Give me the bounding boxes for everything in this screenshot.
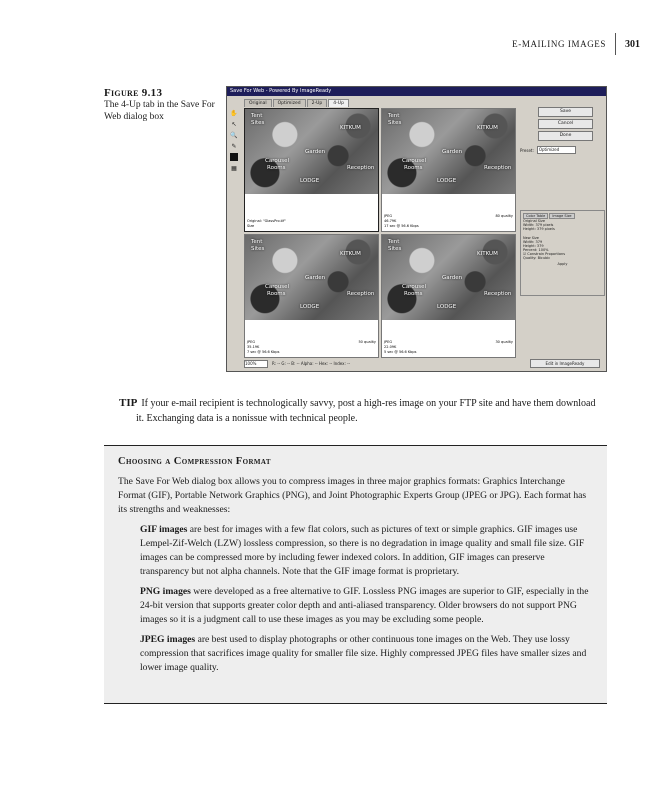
preview-pane-original[interactable] [244, 108, 379, 232]
pane-info [384, 340, 513, 355]
quality-select[interactable]: Bicubic [537, 256, 551, 260]
map-label: Tent [388, 113, 400, 119]
preview-grid [244, 108, 516, 358]
map-image [382, 109, 515, 194]
sidebar-box [104, 445, 607, 704]
constrain-label: Constrain Proportions [527, 252, 566, 256]
map-image [245, 109, 378, 194]
pane-info [384, 214, 513, 229]
sidebar-intro: The Save For Web dialog box allows you to compress images in three major graphics formats: Graphics Interchange Format (GIF), Portable Network Graphics (PNG), and Joint Photographic Experts Group (JPEG or JPG). Each format has its strengths and weaknesses: [118, 476, 587, 515]
item-text: are best used to display photographs or other continuous tone images on the Web. They use lossy compression that sacrifices image quality for smaller file size. Highly compressed JPEG files have smaller sizes and lower image quality. [140, 634, 587, 673]
edit-in-imageready-button[interactable]: Edit in ImageReady [530, 359, 600, 368]
page-number: 301 [625, 38, 640, 50]
map-label: Carousel [402, 284, 426, 290]
sidebar-title: Choosing a Compression Format [118, 456, 271, 467]
item-text: are best for images with a few flat colors, such as pictures of text or simple graphics. GIF images use Lempel-Zif-Welch (LZW) lossless compression, so there is no degradation in image quality and small file size. GIF images can be compressed more by including fewer indexed colors. In addition, GIF images can preserve transparency but not alpha channels. Note that the GIF image format is proprietary. [140, 524, 585, 577]
map-label: Carousel [265, 158, 289, 164]
quality-label: Quality: [523, 256, 537, 260]
cancel-button[interactable]: Cancel [538, 119, 593, 129]
item-term: GIF images [140, 524, 188, 535]
map-label: LODGE [300, 178, 320, 184]
map-label: Sites [251, 246, 265, 252]
pane-rate: 7 sec @ 56.6 Kbps [247, 350, 280, 354]
map-label: KITKUM [340, 125, 361, 131]
tab-image-size[interactable]: Image Size [549, 213, 574, 219]
percent-label: Percent: [523, 248, 538, 252]
eyedropper-icon[interactable]: ✎ [231, 142, 237, 150]
map-label: LODGE [300, 304, 320, 310]
height-input[interactable]: 379 [536, 244, 544, 248]
pane-format: JPEG [384, 214, 393, 218]
preset-label: Preset: [520, 147, 534, 153]
item-term: PNG images [140, 586, 191, 597]
map-label: KITKUM [477, 251, 498, 257]
map-label: KITKUM [340, 251, 361, 257]
image-size-panel [520, 210, 605, 296]
tip-text: If your e-mail recipient is technologically savvy, post a high-res image on your FTP site and have them download it. Exchanging data is a nonissue with technical people. [136, 398, 596, 424]
pane-info [247, 340, 376, 355]
save-for-web-dialog [226, 86, 607, 372]
tab-original[interactable]: Original [244, 99, 272, 107]
view-tabs [244, 99, 350, 107]
map-label: Reception [347, 165, 375, 171]
map-label: Rooms [267, 291, 286, 297]
map-label: Tent [388, 239, 400, 245]
map-label: KITKUM [477, 125, 498, 131]
map-label: Reception [484, 165, 512, 171]
map-label: Garden [442, 149, 463, 155]
item-text: were developed as a free alternative to GIF. Lossless PNG images are superior to GIF, especially in the 24-bit version that supports greater color depth and anti-aliased transparency. Older browsers do not support PNG images so it is a judgment call to use these images as you may be excluding some people. [140, 586, 589, 625]
constrain-checkbox[interactable]: ☑ Constrain Proportions [523, 252, 566, 256]
map-label: Rooms [404, 165, 423, 171]
map-label: Tent [251, 113, 263, 119]
zoom-select[interactable]: 100% [244, 360, 268, 368]
tip-label: TIP [119, 397, 138, 409]
toolbox [230, 109, 239, 175]
map-label: Rooms [404, 291, 423, 297]
map-label: Carousel [402, 158, 426, 164]
pane-quality: 50 quality [358, 340, 376, 344]
map-label: Garden [442, 275, 463, 281]
map-label: Garden [305, 149, 326, 155]
map-label: Garden [305, 275, 326, 281]
toggle-slices-icon[interactable]: ▦ [231, 164, 237, 172]
preset-row [520, 146, 605, 154]
pane-quality: 30 quality [495, 340, 513, 344]
map-label: Tent [251, 239, 263, 245]
slice-select-icon[interactable]: ↖ [231, 120, 237, 128]
tab-2-up[interactable]: 2-Up [307, 99, 328, 107]
figure-caption-text: The 4-Up tab in the Save For Web dialog box [104, 100, 215, 122]
done-button[interactable]: Done [538, 131, 593, 141]
tab-optimized[interactable]: Optimized [273, 99, 306, 107]
map-label: Sites [388, 246, 402, 252]
color-swatch[interactable] [230, 153, 238, 161]
map-label: Reception [484, 291, 512, 297]
preview-pane-jpeg-80[interactable] [381, 108, 516, 232]
map-image [382, 235, 515, 320]
map-label: Carousel [265, 284, 289, 290]
pane-size: 35.19K [247, 345, 260, 349]
zoom-tool-icon[interactable]: 🔍 [230, 131, 238, 139]
figure-caption [104, 87, 224, 123]
new-size-title: New Size [523, 236, 539, 240]
pane-quality: 80 quality [495, 214, 513, 218]
sidebar-item-png [140, 585, 593, 627]
settings-column [520, 107, 605, 296]
original-height: Height: 379 pixels [523, 227, 555, 231]
sidebar-item-gif [140, 523, 593, 579]
map-label: Rooms [267, 165, 286, 171]
preview-pane-jpeg-50[interactable] [244, 234, 379, 358]
map-label: Reception [347, 291, 375, 297]
dialog-title: Save For Web - Powered By ImageReady [227, 87, 606, 96]
height-label: Height: [523, 244, 536, 248]
pane-format: JPEG [384, 340, 393, 344]
figure-label: Figure 9.13 [104, 87, 163, 99]
original-width: Width: 379 pixels [523, 223, 554, 227]
preview-pane-jpeg-30[interactable] [381, 234, 516, 358]
tip [119, 396, 606, 426]
original-size-title: Original Size [523, 219, 545, 223]
pane-size: 22.09K [384, 345, 397, 349]
pane-info [247, 219, 376, 229]
header-section-title: E-MAILING IMAGES [512, 39, 606, 49]
map-label: Sites [388, 120, 402, 126]
color-readout: R: -- G: -- B: -- Alpha: -- Hex: -- Index: -- [272, 361, 351, 366]
running-header [512, 36, 640, 52]
width-input[interactable]: 379 [535, 240, 543, 244]
map-image [245, 235, 378, 320]
sidebar-item-jpeg [140, 633, 593, 675]
hand-tool-icon[interactable]: ✋ [230, 109, 238, 117]
map-label: Sites [251, 120, 265, 126]
tab-4-up[interactable]: 4-Up [328, 99, 349, 107]
pane-size: Size [247, 224, 255, 228]
pane-rate: 17 sec @ 56.6 Kbps [384, 224, 419, 228]
tab-color-table[interactable]: Color Table [523, 213, 548, 219]
pane-format: Original: "GlassPro.tif" [247, 219, 286, 223]
header-divider [615, 33, 616, 55]
status-bar [244, 360, 516, 368]
map-label: LODGE [437, 178, 457, 184]
item-term: JPEG images [140, 634, 196, 645]
percent-input[interactable]: 100% [538, 248, 549, 252]
map-label: LODGE [437, 304, 457, 310]
save-button[interactable]: Save [538, 107, 593, 117]
width-label: Width: [523, 240, 535, 244]
apply-button[interactable]: Apply [557, 262, 568, 266]
pane-size: 46.79K [384, 219, 397, 223]
pane-format: JPEG [247, 340, 256, 344]
pane-rate: 5 sec @ 56.6 Kbps [384, 350, 417, 354]
preset-select[interactable]: Optimized [537, 146, 576, 154]
